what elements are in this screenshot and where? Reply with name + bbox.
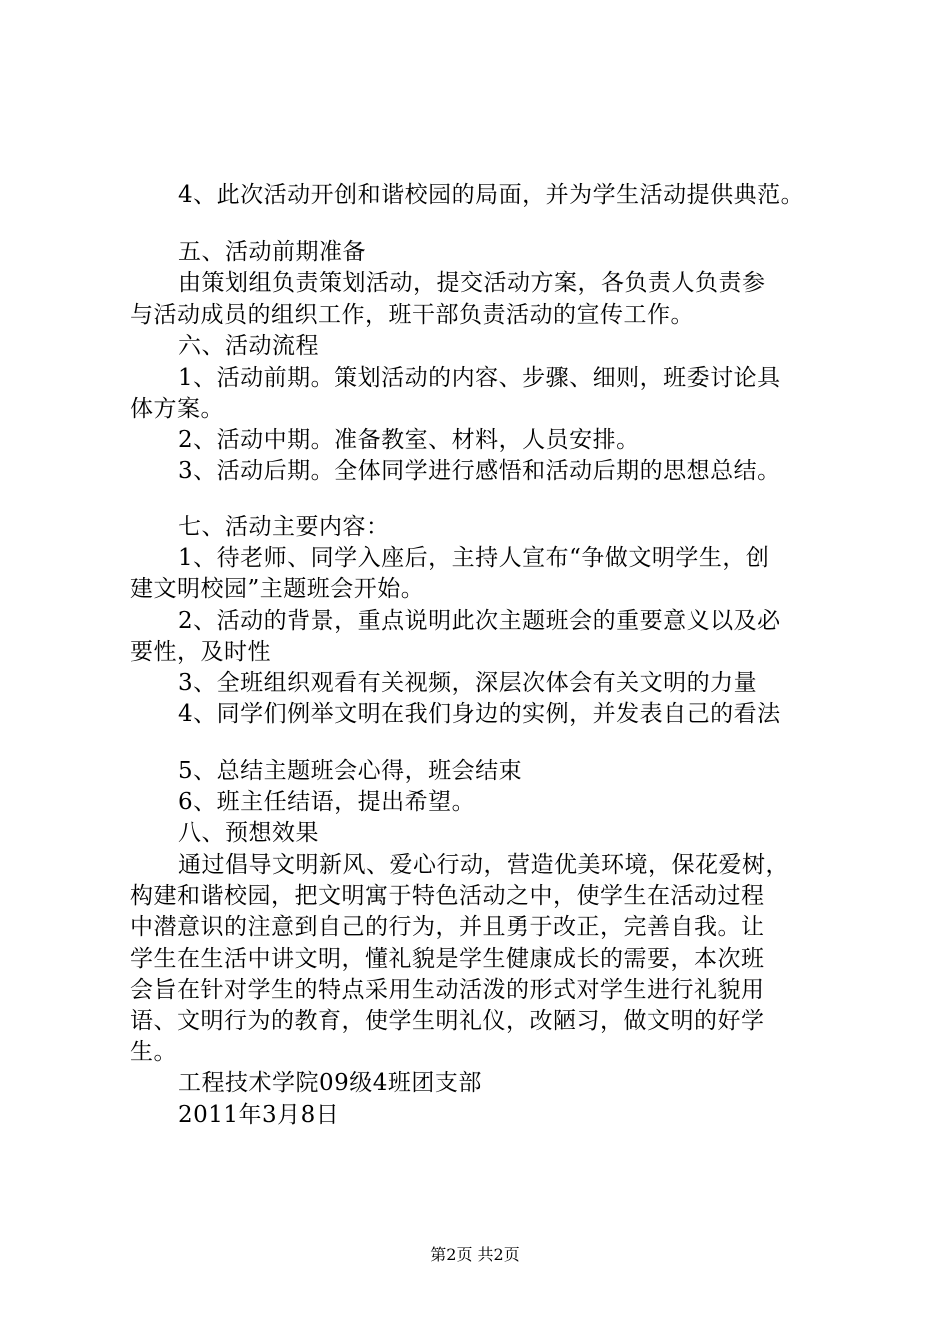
signature-date: 2011年3月8日 [178, 1102, 340, 1128]
text-line: 6、班主任结语，提出希望。 [178, 789, 476, 815]
text-line: 通过倡导文明新风、爱心行动，营造优美环境，保花爱树， [178, 852, 789, 878]
text-line: 体方案。 [130, 396, 224, 422]
text-line: 1、待老师、同学入座后，主持人宣布“争做文明学生，创 [178, 545, 770, 571]
text-line: 4、此次活动开创和谐校园的局面，并为学生活动提供典范。 [178, 182, 805, 208]
text-line: 中潜意识的注意到自己的行为，并且勇于改正，完善自我。让 [130, 914, 765, 940]
text-line: 4、同学们例举文明在我们身边的实例，并发表自己的看法 [178, 701, 781, 727]
section-heading: 五、活动前期准备 [178, 239, 366, 265]
section-heading: 六、活动流程 [178, 333, 319, 359]
text-line: 语、文明行为的教育，使学生明礼仪，改陋习，做文明的好学 [130, 1008, 765, 1034]
text-line: 生。 [130, 1039, 177, 1065]
section-heading: 七、活动主要内容： [178, 514, 390, 540]
text-line: 会旨在针对学生的特点采用生动活泼的形式对学生进行礼貌用 [130, 977, 765, 1003]
text-line: 由策划组负责策划活动，提交活动方案，各负责人负责参 [178, 270, 766, 296]
signature-org: 工程技术学院09级4班团支部 [178, 1070, 482, 1096]
text-line: 2、活动的背景，重点说明此次主题班会的重要意义以及必 [178, 608, 781, 634]
text-line: 1、活动前期。策划活动的内容、步骤、细则，班委讨论具 [178, 365, 781, 391]
text-line: 2、活动中期。准备教室、材料，人员安排。 [178, 427, 640, 453]
text-line: 3、全班组织观看有关视频，深层次体会有关文明的力量 [178, 670, 758, 696]
text-line: 建文明校园”主题班会开始。 [130, 576, 425, 602]
text-line: 与活动成员的组织工作，班干部负责活动的宣传工作。 [130, 302, 694, 328]
page-footer: 第2页 共2页 [430, 1245, 520, 1264]
text-line: 5、总结主题班会心得，班会结束 [178, 758, 523, 784]
text-line: 学生在生活中讲文明，懂礼貌是学生健康成长的需要，本次班 [130, 946, 765, 972]
text-line: 构建和谐校园，把文明寓于特色活动之中，使学生在活动过程 [130, 883, 765, 909]
text-line: 3、活动后期。全体同学进行感悟和活动后期的思想总结。 [178, 458, 781, 484]
text-line: 要性，及时性 [130, 639, 271, 665]
section-heading: 八、预想效果 [178, 820, 319, 846]
